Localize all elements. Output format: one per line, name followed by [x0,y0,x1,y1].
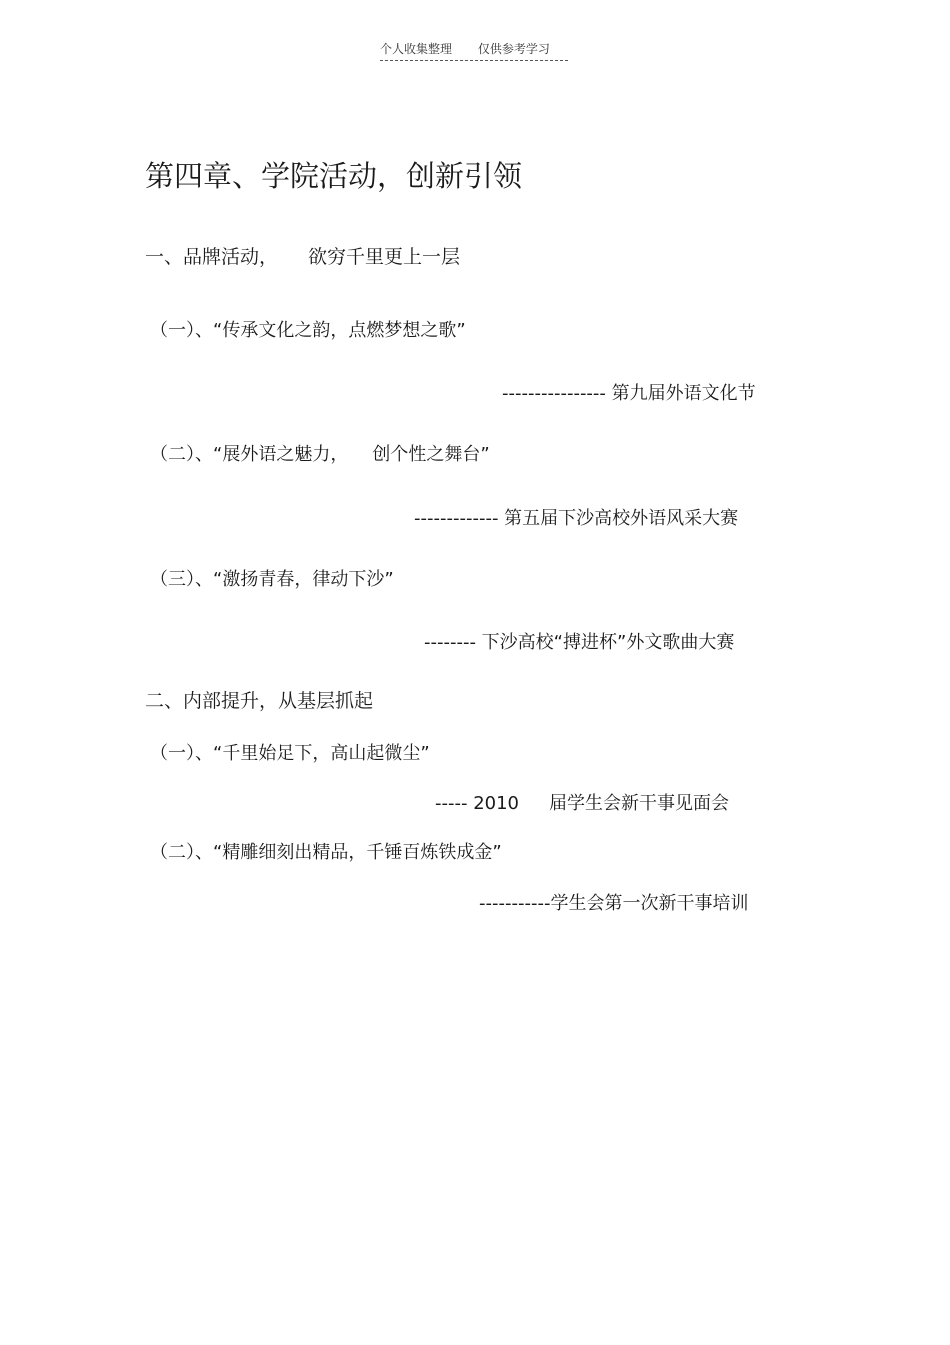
chapter-title: 第四章、学院活动，创新引领 [145,159,523,193]
item-1-3-title: （三）、“激扬青春，律动下沙” [150,569,394,590]
section-1-title-part2: 欲穷千里更上一层 [308,246,461,268]
page-header [380,40,568,61]
header-left-text: 个人收集整理 [380,42,453,56]
item-1-3-attribution: -------- 下沙高校“搏进杯”外文歌曲大赛 [424,632,735,653]
header-right-text: 仅供参考学习 [477,42,550,56]
item-1-2-title-part1: （二）、“展外语之魅力， [150,444,349,465]
item-2-1-attribution [435,789,729,815]
item-1-1-title: （一）、“传承文化之韵，点燃梦想之歌” [150,320,466,341]
item-2-1-title: （一）、“千里始足下，高山起微尘” [150,743,430,764]
section-1-title [145,242,460,269]
item-2-1-attribution-part1: ----- 2010 [435,793,520,814]
item-2-2-attribution: -----------学生会第一次新干事培训 [479,893,749,914]
section-1-title-part1: 一、品牌活动， [145,246,279,268]
item-1-2-title [150,440,490,466]
item-1-2-title-part2: 创个性之舞台” [372,444,490,465]
item-1-1-attribution: ---------------- 第九届外语文化节 [502,383,756,404]
section-2-title: 二、内部提升，从基层抓起 [145,690,374,712]
item-1-2-attribution: ------------- 第五届下沙高校外语风采大赛 [414,508,739,529]
item-2-2-title: （二）、“精雕细刻出精品，千锤百炼铁成金” [150,842,502,863]
item-2-1-attribution-part2: 届学生会新干事见面会 [549,793,730,814]
